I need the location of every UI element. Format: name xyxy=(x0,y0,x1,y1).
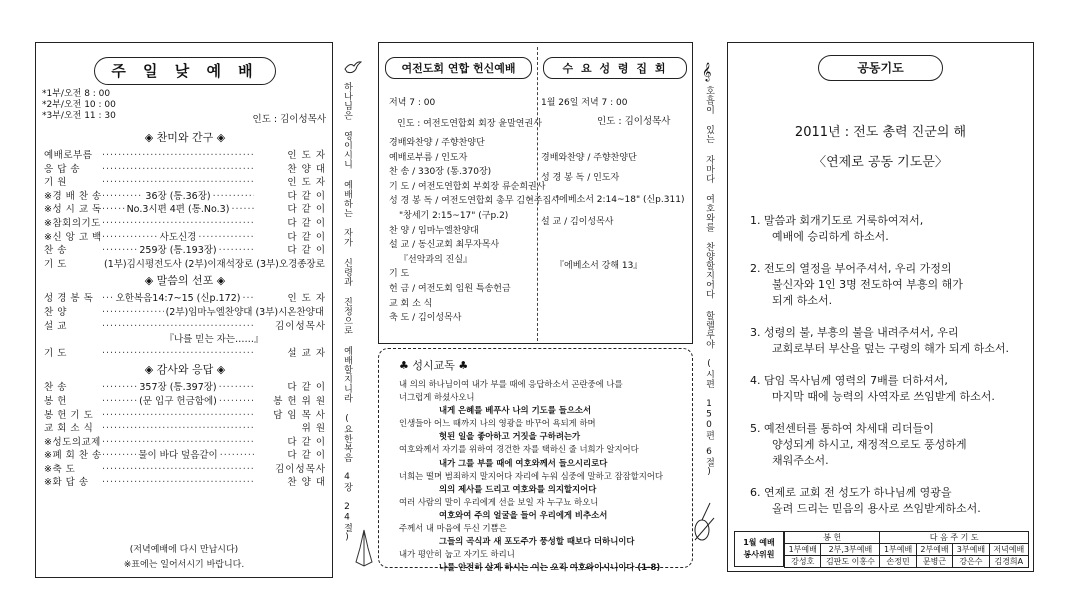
verse-word: (요한복음 xyxy=(342,413,352,463)
order-item-label: ※성 시 교 독 xyxy=(44,204,102,216)
leader-dots xyxy=(102,477,254,488)
order-item-detail: 『나를 믿는 자는……』 xyxy=(164,334,264,346)
leader-label: 인도 : 김이성목사 xyxy=(252,114,326,125)
program-line: 『에베소서 강해 13』 xyxy=(555,261,643,271)
verse-word: (시편 xyxy=(704,359,714,389)
order-row xyxy=(44,345,326,359)
order-item-label: ※경 배 찬 송 xyxy=(44,190,102,202)
reading-response-line: 여호와여 주의 얼굴을 들어 우리에게 비추소서 xyxy=(439,509,608,520)
sunday-worship-title: 주 일 낮 예 배 xyxy=(94,57,276,85)
duty-name: 김판도 이홍수 xyxy=(821,556,880,568)
order-row xyxy=(44,393,326,407)
order-row xyxy=(44,161,326,175)
duty-column-header: 2부,3부예배 xyxy=(821,544,880,556)
program-line: 교 회 소 식 xyxy=(389,298,433,309)
reading-response-line: 그들의 곡식과 새 포도주가 풍성할 때보다 더하니이다 xyxy=(439,536,635,547)
services-panel xyxy=(378,42,693,344)
time-3: *3부/오전 11 : 30 xyxy=(42,111,116,121)
duty-name: 김경희A xyxy=(989,556,1028,568)
program-line: 찬 양 / 임마누엘찬양대 xyxy=(389,225,479,236)
prayer-number: 4. xyxy=(750,374,761,387)
order-row xyxy=(44,318,326,332)
program-line: 기 도 / 여전도연합회 부회장 류순희권사 xyxy=(389,181,546,192)
order-item-detail: (1부)김시평전도사 (2부)이재석장로 (3부)오경종장로 xyxy=(104,258,325,270)
duty-names xyxy=(785,556,1029,568)
order-item-detail: 357장 (통.397장) xyxy=(139,382,217,394)
leader-dots xyxy=(102,232,158,243)
responsive-reading-title: ♣ 성시교독 ♣ xyxy=(399,359,469,372)
verse-word: 신령과 xyxy=(342,257,352,287)
leader-dots xyxy=(219,396,254,407)
program-line: 경배와찬양 / 주향찬양단 xyxy=(389,138,485,148)
prayer-text: 말씀과 회개기도로 거룩하여져서, xyxy=(764,214,924,227)
reading-response-line: 내게 은혜를 베푸사 나의 기도를 들으소서 xyxy=(439,405,592,416)
verse-word: 자가 xyxy=(342,228,352,248)
program-line: "창세기 2:15~17" (구p.2) xyxy=(399,210,509,221)
verse-word: 있는 xyxy=(704,125,714,145)
time-1: *1부/오전 8 : 00 xyxy=(42,89,111,99)
program-line: 성 경 봉 독 / 인도자 xyxy=(541,173,620,183)
order-item-person: 인 도 자 xyxy=(287,177,326,189)
duty-columns xyxy=(785,544,1029,556)
order-item-label: 봉 헌 기 도 xyxy=(44,409,94,421)
leader-dots xyxy=(102,177,254,188)
prayer-number: 2. xyxy=(750,262,761,275)
verse-word: 하나님은 xyxy=(342,82,352,120)
vertical-verse-left xyxy=(338,82,360,582)
prayer-line: 예배에 승리하게 하소서. xyxy=(772,230,889,243)
verse-word: 예배하는 xyxy=(342,179,352,218)
reading-leader-line: 너그럽게 하셨사오니 xyxy=(399,392,475,403)
order-item-detail: No.3시편 4편 (통.No.3) xyxy=(126,204,230,216)
duty-label-box xyxy=(734,531,784,567)
dove-icon xyxy=(344,60,362,76)
leader-dots xyxy=(220,450,254,461)
order-item-person: 찬 양 대 xyxy=(287,163,326,175)
order-item-label: 교 회 소 식 xyxy=(44,423,94,435)
prayer-item xyxy=(750,325,1030,357)
program-line: "에베소서 2:14~18" (신p.311) xyxy=(555,195,685,205)
leader-dots xyxy=(102,382,137,393)
verse-word: 할렐루야 xyxy=(704,310,714,349)
duty-column-header: 저녁예배 xyxy=(989,544,1028,556)
program-line: 찬 송 / 330장 (통.370장) xyxy=(389,167,492,178)
prayer-subheading: 〈연제로 공동 기도문〉 xyxy=(813,155,948,170)
year-theme-heading: 2011년 : 전도 총력 진군의 해 xyxy=(794,125,967,140)
leader-dots xyxy=(102,464,254,475)
program-line: 『선악과의 진실』 xyxy=(399,254,473,265)
order-item-person: 담 임 목 사 xyxy=(273,409,326,421)
prayer-text: 연제로 교회 전 성도가 하나님께 영광을 xyxy=(764,486,952,499)
duty-name: 손정민 xyxy=(880,556,916,568)
verse-word: 여호와를 xyxy=(704,193,714,232)
order-row xyxy=(44,188,326,202)
order-item-person: 다 같 이 xyxy=(287,204,327,216)
order-row xyxy=(44,461,326,475)
order-item-label: 예배로부름 xyxy=(44,150,93,161)
tab-wednesday-service: 수 요 성 령 집 회 xyxy=(543,57,687,79)
duty-group-prayer: 다 음 주 기 도 xyxy=(880,532,1029,544)
order-item-person: 다 같 이 xyxy=(287,450,326,462)
leader-dots xyxy=(242,293,254,304)
prayer-number: 5. xyxy=(750,422,761,435)
prayer-line: 불신자와 1인 3명 전도하여 부흥의 해가 xyxy=(772,278,963,291)
footer-stand-note: ※표에는 일어서시기 바랍니다. xyxy=(123,560,245,570)
duty-name: 강성호 xyxy=(785,556,821,568)
order-row xyxy=(44,379,326,393)
order-row xyxy=(44,474,326,488)
footer-evening-note: (저녁예배에 다시 만납시다) xyxy=(129,545,239,555)
order-row xyxy=(44,242,326,256)
leader-dots xyxy=(102,218,254,229)
reading-leader-line: 너희는 떨며 범죄하지 말지어다 자리에 누워 심중에 말하고 잠잠할지어다 xyxy=(399,470,664,481)
program-line: 기 도 xyxy=(389,269,410,280)
prayer-item xyxy=(750,213,1030,245)
order-row xyxy=(44,290,326,304)
leader-dots xyxy=(213,191,254,202)
prayer-list xyxy=(750,213,1030,533)
order-item-person: 다 같 이 xyxy=(287,382,326,394)
leader-dots xyxy=(102,150,254,161)
duty-column-header: 3부예배 xyxy=(953,544,989,556)
order-item-person: 봉 헌 위 원 xyxy=(273,395,327,407)
prayer-line xyxy=(750,373,1030,389)
verse-word: 진정으로 xyxy=(342,296,352,335)
leader-dots xyxy=(102,437,254,448)
duty-column-header: 1부예배 xyxy=(880,544,916,556)
order-item-detail: (문 입구 헌금함에) xyxy=(139,395,217,407)
order-item-person: 찬 양 대 xyxy=(287,477,326,489)
verse-word: 6절) xyxy=(704,447,714,478)
verse-word: 찬양할지어다 xyxy=(704,242,714,300)
order-row xyxy=(44,256,326,270)
reading-response-line: 의의 제사를 드리고 여호와를 의지할지어다 xyxy=(439,483,597,494)
reading-leader-line: 내 의의 하나님이여 내가 부를 때에 응답하소서 곤란중에 나를 xyxy=(399,379,623,389)
reading-leader-line: 여호와께서 자기를 위하여 경건한 자를 택하신 줄 너희가 알지어다 xyxy=(399,444,639,455)
order-row xyxy=(44,147,326,161)
verse-word: 150편 xyxy=(704,398,714,440)
order-item-person: 다 같 이 xyxy=(287,245,326,257)
duty-label-2: 봉사위원 xyxy=(743,550,775,559)
prayer-item xyxy=(750,373,1030,405)
order-item-label: 기 도 xyxy=(44,347,67,359)
joint-prayer-title: 공동기도 xyxy=(818,55,943,81)
vertical-verse-right xyxy=(700,86,722,526)
praying-hands-icon xyxy=(352,528,376,568)
responsive-reading-text xyxy=(399,378,689,574)
order-item-person: 위 원 xyxy=(301,423,326,435)
order-row xyxy=(44,420,326,434)
order-row xyxy=(44,407,326,421)
verse-word: 자마다 xyxy=(704,154,714,183)
order-item-label: 찬 송 xyxy=(44,245,67,257)
order-item-label: ※폐 회 찬 송 xyxy=(44,450,102,462)
prayer-item xyxy=(750,485,1030,517)
reading-response-line: 내가 그를 부를 때에 여호와께서 들으시리로다 xyxy=(439,457,608,468)
leader-dots xyxy=(102,348,254,359)
wednesday-leader: 인도 : 김이성목사 xyxy=(597,116,671,127)
prayer-line: 올려 드리는 믿음의 용사로 쓰임받게하소서. xyxy=(772,502,981,515)
joint-prayer-panel xyxy=(727,42,1034,572)
order-row xyxy=(44,215,326,229)
order-item-label: 성 경 봉 독 xyxy=(44,293,94,305)
verse-word: 호흡이 xyxy=(704,86,714,115)
sunday-worship-panel xyxy=(35,42,333,578)
prayer-line: 교회로부터 부산을 덮는 구령의 해가 되게 하소서. xyxy=(772,342,1009,355)
violin-icon xyxy=(692,500,716,544)
leader-dots xyxy=(231,204,254,215)
prayer-item xyxy=(750,261,1030,309)
leader-dots xyxy=(219,245,254,256)
duty-column-header: 1부예배 xyxy=(785,544,821,556)
section-header: ◈ 찬미와 간구 ◈ xyxy=(144,131,226,144)
order-row xyxy=(44,447,326,461)
order-item-person: 다 같 이 xyxy=(287,190,327,202)
reading-leader-line: 주께서 내 마음에 두신 기쁨은 xyxy=(399,523,507,534)
duty-label-1: 1월 예배 xyxy=(743,538,775,547)
evening-leader: 인도 : 여전도연합회 회장 윤말연권사 xyxy=(397,119,542,129)
order-item-detail: 259장 (통.193장) xyxy=(139,245,217,257)
time-2: *2부/오전 10 : 00 xyxy=(42,100,116,110)
order-item-label: ※참회의기도 xyxy=(44,217,101,229)
prayer-text: 담임 목사님께 영력의 7배를 더하셔서, xyxy=(764,374,948,387)
order-item-person: 김이성목사 xyxy=(275,463,326,475)
leader-dots xyxy=(102,164,254,175)
prayer-text: 성령의 불, 부흥의 불을 내려주셔서, 우리 xyxy=(764,326,959,339)
order-item-label: 설 교 xyxy=(44,320,67,332)
divider-line xyxy=(537,47,538,341)
order-item-label: ※축 도 xyxy=(44,463,76,475)
prayer-number: 1. xyxy=(750,214,761,227)
order-item-label: 기 도 xyxy=(44,258,67,270)
leader-dots xyxy=(102,191,143,202)
program-line: 축 도 / 김이성목사 xyxy=(389,313,462,324)
duty-name: 강은수 xyxy=(953,556,989,568)
prayer-line xyxy=(750,421,1030,437)
program-line: 경배와찬양 / 주향찬양단 xyxy=(541,153,637,163)
order-item-detail: 36장 (통.36장) xyxy=(145,190,211,202)
reading-leader-line: 내가 평안히 눕고 자기도 하리니 xyxy=(399,549,515,560)
prayer-text: 전도의 열정을 부어주셔서, 우리 가정의 xyxy=(764,262,952,275)
leader-dots xyxy=(102,423,254,434)
duty-column-header: 2부예배 xyxy=(916,544,952,556)
leader-dots xyxy=(219,382,254,393)
leader-dots xyxy=(102,396,137,407)
section-header: ◈ 감사와 응답 ◈ xyxy=(144,363,226,377)
service-times xyxy=(42,89,116,122)
order-item-label: 찬 송 xyxy=(44,382,67,394)
wednesday-date: 1월 26일 저녁 7 : 00 xyxy=(541,98,628,108)
duty-name: 문병근 xyxy=(916,556,952,568)
section-header: ◈ 말씀의 선포 ◈ xyxy=(144,274,226,288)
duty-group-offering: 봉 헌 xyxy=(785,532,880,544)
leader-dots xyxy=(102,410,254,421)
order-item-detail: (2부)임마누엘찬양대 (3부)시온찬양대 xyxy=(165,306,324,318)
prayer-line xyxy=(750,261,1030,277)
order-row xyxy=(44,331,326,345)
prayer-line xyxy=(750,485,1030,501)
order-item-person: 인 도 자 xyxy=(287,293,327,305)
leader-dots xyxy=(102,321,254,332)
prayer-line xyxy=(750,325,1030,341)
reading-leader-line: 인생들아 어느 때까지 나의 영광을 바꾸어 욕되게 하며 xyxy=(399,418,596,429)
order-item-label: 기 원 xyxy=(44,177,67,189)
program-line: 설 교 / 김이성목사 xyxy=(541,217,614,227)
order-item-label: 봉 헌 xyxy=(44,395,67,407)
order-item-person: 다 같 이 xyxy=(287,231,326,243)
leader-dots xyxy=(102,204,125,215)
leader-dots xyxy=(102,293,114,304)
order-item-detail: 사도신경 xyxy=(159,231,197,243)
reading-response-line: 나를 안전히 살게 하시는 이는 오직 여호와이시니이다 (1-8) xyxy=(439,562,661,573)
responsive-reading-panel xyxy=(378,348,693,573)
order-item-label: 응 답 송 xyxy=(44,163,81,175)
music-note-icon: 𝄞 xyxy=(702,62,712,81)
order-item-label: ※신 앙 고 백 xyxy=(44,231,102,243)
reading-leader-line: 여러 사람의 말이 우리에게 선을 보일 자 누구뇨 하오니 xyxy=(399,496,599,507)
order-item-detail: 물이 바다 덮음같이 xyxy=(138,450,218,462)
order-item-label: ※화 답 송 xyxy=(44,477,89,489)
order-item-person: 설 교 자 xyxy=(287,347,326,359)
duty-table xyxy=(784,531,1029,568)
leader-dots xyxy=(102,307,164,318)
program-line: 헌 금 / 여전도회 임원 특송헌금 xyxy=(389,283,511,294)
prayer-item xyxy=(750,421,1030,469)
program-line: 설 교 / 동신교회 최무자목사 xyxy=(389,240,500,251)
verse-word: 4장 xyxy=(342,472,352,493)
order-row xyxy=(44,434,326,448)
verse-word: 예배할지니라 xyxy=(342,345,352,403)
order-item-label: ※성도의교제 xyxy=(44,436,101,448)
tab-joint-service: 여전도회 연합 헌신예배 xyxy=(385,57,532,79)
prayer-line: 채워주소서. xyxy=(772,454,829,467)
reading-response-line: 헛된 일을 좋아하고 거짓을 구하려는가 xyxy=(439,431,581,442)
evening-program xyxy=(389,135,560,325)
order-item-person: 다 같 이 xyxy=(287,436,326,448)
prayer-line: 되게 하소서. xyxy=(772,294,833,307)
prayer-line xyxy=(750,213,1030,229)
order-row xyxy=(44,304,326,318)
order-row xyxy=(44,201,326,215)
order-item-detail: 오한복음14:7~15 (신p.172) xyxy=(115,293,241,305)
leader-dots xyxy=(198,232,254,243)
evening-time: 저녁 7 : 00 xyxy=(389,98,436,108)
order-item-label: 찬 양 xyxy=(44,306,67,318)
order-row xyxy=(44,174,326,188)
order-item-person: 김이성목사 xyxy=(275,320,326,332)
program-line: 예배로부름 / 인도자 xyxy=(389,152,468,163)
leader-dots xyxy=(102,450,136,461)
prayer-number: 3. xyxy=(750,326,761,339)
verse-word: 24절) xyxy=(342,501,352,543)
prayer-line: 양성되게 하시고, 재정적으로도 풍성하게 xyxy=(772,438,967,451)
leader-dots xyxy=(102,245,137,256)
order-item-person: 인 도 자 xyxy=(287,150,326,161)
order-row xyxy=(44,229,326,243)
order-item-person: 다 같 이 xyxy=(287,217,326,229)
prayer-line: 마지막 때에 능력의 사역자로 쓰임받게 하소서. xyxy=(772,390,995,403)
program-line: 성 경 봉 독 / 여전도연합회 총무 김현주집사 xyxy=(389,196,560,207)
prayer-number: 6. xyxy=(750,486,761,499)
verse-word: 영이시니 xyxy=(342,130,352,169)
prayer-text: 예전센터를 통하여 차세대 리더들이 xyxy=(764,422,934,435)
order-of-worship xyxy=(44,126,326,488)
